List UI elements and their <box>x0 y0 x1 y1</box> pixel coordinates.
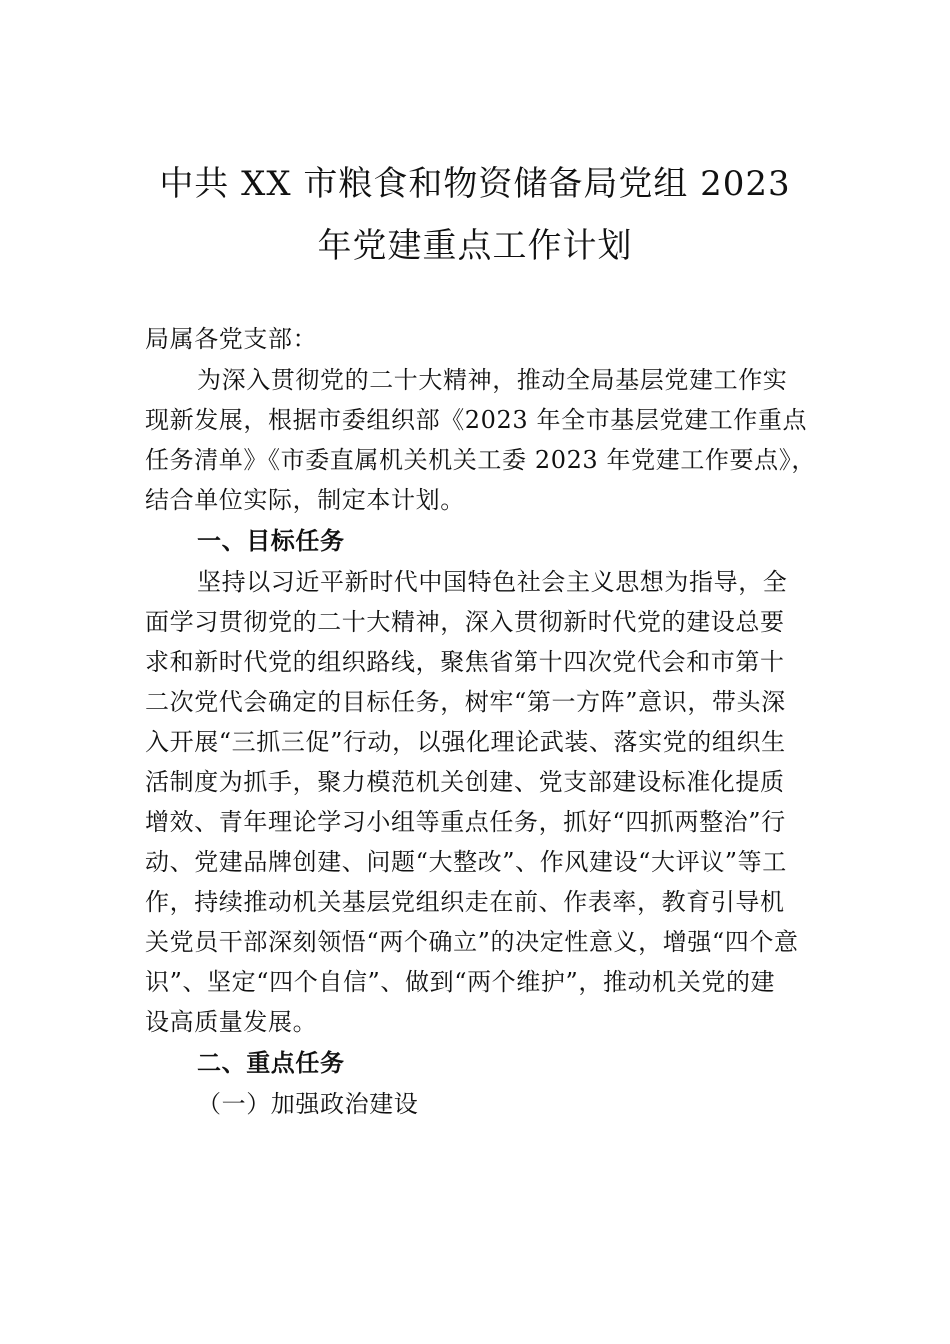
body-line: 增效、青年理论学习小组等重点任务，抓好“四抓两整治”行 <box>145 808 786 836</box>
section-heading-key-tasks: 二、重点任务 <box>197 1049 345 1077</box>
body-line: 动、党建品牌创建、问题“大整改”、作风建设“大评议”等工 <box>145 848 787 876</box>
salutation: 局属各党支部： <box>145 325 318 353</box>
document-title-line-1: 中共 XX 市粮食和物资储备局党组 2023 <box>159 164 791 204</box>
intro-line: 现新发展，根据市委组织部《2023 年全市基层党建工作重点 <box>145 406 808 434</box>
body-line: 二次党代会确定的目标任务，树牢“第一方阵”意识，带头深 <box>145 688 786 716</box>
subsection-heading: （一）加强政治建设 <box>197 1090 419 1118</box>
body-line: 面学习贯彻党的二十大精神，深入贯彻新时代党的建设总要 <box>145 608 785 636</box>
body-line: 坚持以习近平新时代中国特色社会主义思想为指导，全 <box>197 568 788 596</box>
document-title-line-2: 年党建重点工作计划 <box>317 226 633 266</box>
intro-line: 任务清单》《市委直属机关机关工委 2023 年党建工作要点》， <box>145 446 816 474</box>
body-line: 活制度为抓手，聚力模范机关创建、党支部建设标准化提质 <box>145 768 785 796</box>
section-heading-goals: 一、目标任务 <box>197 527 345 555</box>
body-line: 作，持续推动机关基层党组织走在前、作表率，教育引导机 <box>145 888 785 916</box>
intro-line: 结合单位实际，制定本计划。 <box>145 486 465 514</box>
body-line: 识”、坚定“四个自信”、做到“两个维护”，推动机关党的建 <box>145 968 776 996</box>
body-line: 入开展“三抓三促”行动，以强化理论武装、落实党的组织生 <box>145 728 786 756</box>
body-line: 设高质量发展。 <box>145 1008 318 1036</box>
body-line: 关党员干部深刻领悟“两个确立”的决定性意义，增强“四个意 <box>145 928 799 956</box>
intro-line: 为深入贯彻党的二十大精神，推动全局基层党建工作实 <box>197 366 788 394</box>
body-line: 求和新时代党的组织路线，聚焦省第十四次党代会和市第十 <box>145 648 785 676</box>
